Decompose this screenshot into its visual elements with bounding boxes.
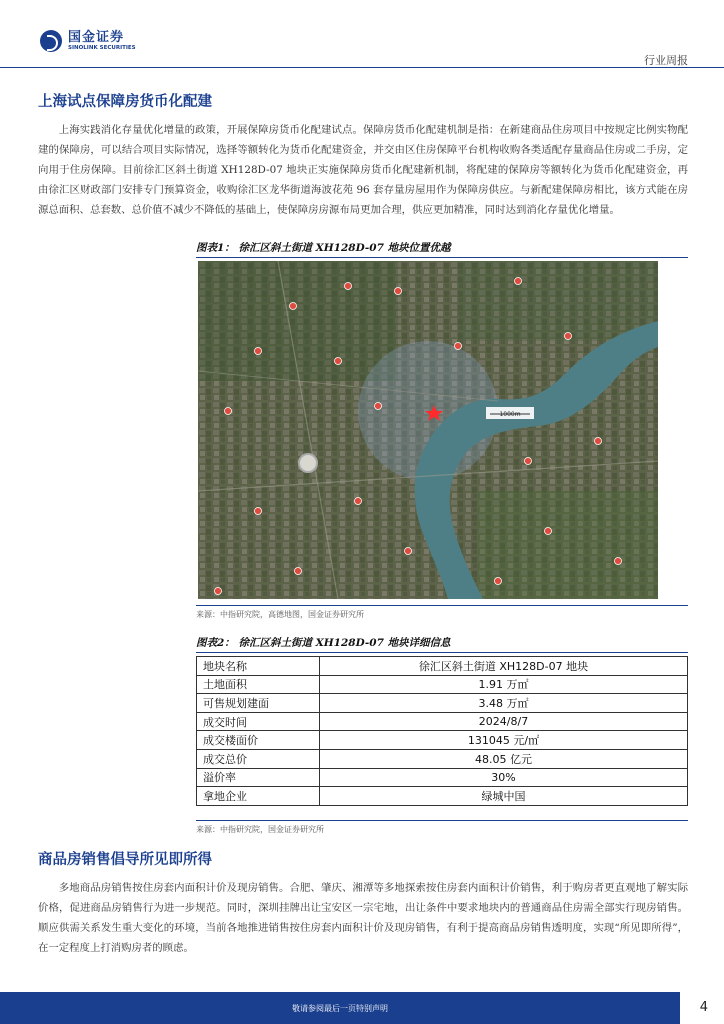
table-key: 可售规划建面 — [197, 694, 320, 713]
logo-en: SINOLINK SECURITIES — [68, 44, 136, 51]
logo-icon — [40, 30, 62, 52]
figure1-source: 来源：中指研究院，高德地图，国金证券研究所 — [196, 605, 688, 620]
table-row — [197, 657, 688, 676]
company-logo — [40, 30, 136, 52]
table-value: 2024/8/7 — [320, 712, 688, 731]
logo-cn: 国金证券 — [68, 29, 125, 45]
page-number: 4 — [699, 1000, 708, 1015]
table-value: 30% — [320, 768, 688, 787]
figure1-title: 图表1： 徐汇区斜土街道 XH128D-07 地块位置优越 — [196, 240, 688, 258]
map-scale-label: 1000m — [499, 411, 521, 418]
table-value: 48.05 亿元 — [320, 749, 688, 768]
table-value: 徐汇区斜土街道 XH128D-07 地块 — [320, 657, 688, 676]
table-key: 地块名称 — [197, 657, 320, 676]
table-row — [197, 749, 688, 768]
page-header — [0, 0, 724, 70]
table-value: 3.48 万㎡ — [320, 694, 688, 713]
section2-paragraph: 多地商品房销售按住房套内面积计价及现房销售。合肥、肇庆、湘潭等多地探索按住房套内面积计价销售，利于购房者更直观地了解实际价格，促进商品房销售行为进一步规范。同时，深圳挂牌出让宝安区一宗宅地，出让条件中要求地块内的普通商品住房需全部实行现房销售。顺应供需关系发生重大变化的环境，当前各地推进销售按住房套内面积计价及现房销售，有利于提高商品房销售透明度，实现“所见即所得”，在一定程度上打消购房者的顾虑。 — [38, 882, 688, 954]
table-row — [197, 694, 688, 713]
table-row — [197, 787, 688, 806]
figure2-title: 图表2： 徐汇区斜土街道 XH128D-07 地块详细信息 — [196, 635, 688, 653]
table-row — [197, 768, 688, 787]
section-title-sales: 商品房销售倡导所见即所得 — [38, 852, 212, 868]
table-row — [197, 731, 688, 750]
header-divider — [0, 67, 724, 68]
section-title-housing: 上海试点保障房货币化配建 — [38, 94, 212, 110]
table-value: 1.91 万㎡ — [320, 675, 688, 694]
table-key: 成交楼面价 — [197, 731, 320, 750]
table-key: 成交时间 — [197, 712, 320, 731]
figure2-source: 来源：中指研究院，国金证券研究所 — [196, 820, 688, 835]
plot-info-table — [196, 656, 688, 806]
map-image — [198, 261, 658, 599]
table-key: 拿地企业 — [197, 787, 320, 806]
table-key: 土地面积 — [197, 675, 320, 694]
footer-disclaimer: 敬请参阅最后一页特别声明 — [292, 1004, 388, 1013]
table-row — [197, 712, 688, 731]
table-key: 溢价率 — [197, 768, 320, 787]
table-row — [197, 675, 688, 694]
table-key: 成交总价 — [197, 749, 320, 768]
table-value: 131045 元/㎡ — [320, 731, 688, 750]
doc-type-label: 行业周报 — [644, 54, 688, 67]
location-map — [198, 261, 658, 599]
table-value: 绿城中国 — [320, 787, 688, 806]
section1-paragraph: 上海实践消化存量优化增量的政策，开展保障房货币化配建试点。保障房货币化配建机制是指：在新建商品住房项目中按规定比例实物配建的保障房，可以结合项目实际情况，选择等额转化为货币化配建资金，并交由区住房保障平台机构收购各类适配存量商品住房或二手房，定向用于住房保障。目前徐汇区斜土街道 XH128D-07 地块正实施保障房货币化配建新机制，将配建的保障房等额转化为货币化配建资金，再由徐汇区财政部门安排专门预算资金，收购徐汇区龙华街道海波花苑 96 套存量房屋用作为保障房供应。与新配建保障房相比，该方式能在房源总面积、总套数、总价值不减少不降低的基础上，使保障房房源布局更加合理，供应更加精准，同时达到消化存量优化增量。 — [38, 124, 688, 216]
